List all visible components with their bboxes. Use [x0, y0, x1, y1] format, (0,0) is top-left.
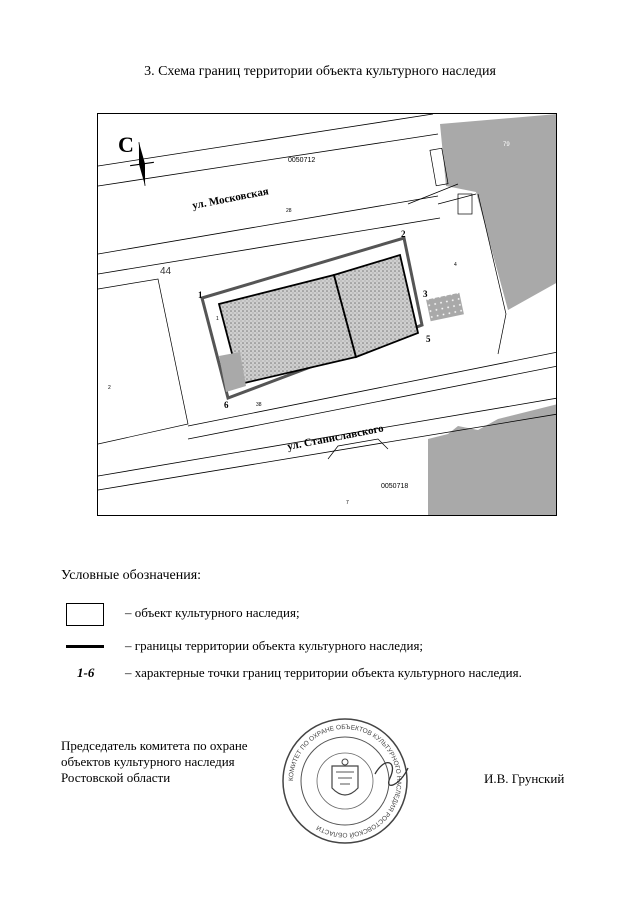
parcel-label: 2: [108, 385, 111, 391]
parcel-label: 4: [454, 262, 457, 268]
parcel-label: 1: [216, 316, 219, 322]
quarter-top-label: 0050712: [288, 157, 316, 164]
signature-line-2: объектов культурного наследия: [61, 754, 235, 769]
quarter-bottom-label: 0050718: [381, 483, 409, 490]
signature-line-1: Председатель комитета по охране: [61, 738, 248, 753]
legend-object-label: – объект культурного наследия;: [125, 605, 300, 620]
legend-points-label: – характерные точки границ территории объекта культурного наследия.: [125, 665, 522, 680]
hatched-strip: [426, 293, 464, 322]
point-5: 5: [426, 334, 431, 344]
parcel-label: 38: [256, 402, 262, 408]
parcel-label: 7: [346, 500, 349, 506]
street-label-bottom: ул. Станиславского: [286, 422, 385, 453]
legend-boundary-symbol: [66, 645, 104, 648]
signature-scribble: [375, 763, 408, 786]
point-6: 6: [224, 400, 229, 410]
cadastral-map: [97, 113, 557, 516]
street-label-top: ул. Московская: [191, 185, 270, 212]
point-2: 2: [401, 229, 406, 239]
parcel-label: 28: [286, 208, 292, 214]
legend-object-symbol: [66, 603, 104, 626]
stamp-text: КОМИТЕТ ПО ОХРАНЕ ОБЪЕКТОВ КУЛЬТУРНОГО НАСЛЕДИЯ РОСТОВСКОЙ ОБЛАСТИ: [287, 723, 403, 839]
signature-block: [61, 738, 248, 786]
legend-points-symbol: 1-6: [77, 665, 95, 680]
point-3: 3: [423, 289, 428, 299]
svg-text:КОМИТЕТ ПО ОХРАНЕ ОБЪЕКТОВ КУЛ: [288, 724, 402, 840]
coat-of-arms-icon: [332, 759, 358, 795]
building-bottom-right: [428, 404, 557, 516]
legend-boundary-label: – границы территории объекта культурного наследия;: [125, 638, 424, 653]
parcel-label: 79: [503, 142, 510, 148]
point-1: 1: [198, 290, 203, 300]
signatory-name: И.В. Грунский: [484, 771, 565, 786]
number-44: 44: [160, 266, 172, 277]
official-stamp: [280, 716, 410, 846]
legend-heading: Условные обозначения:: [61, 568, 202, 583]
signature-line-3: Ростовской области: [61, 770, 171, 785]
page-title: 3. Схема границ территории объекта культурного наследия: [144, 64, 496, 79]
north-label: С: [118, 132, 134, 157]
